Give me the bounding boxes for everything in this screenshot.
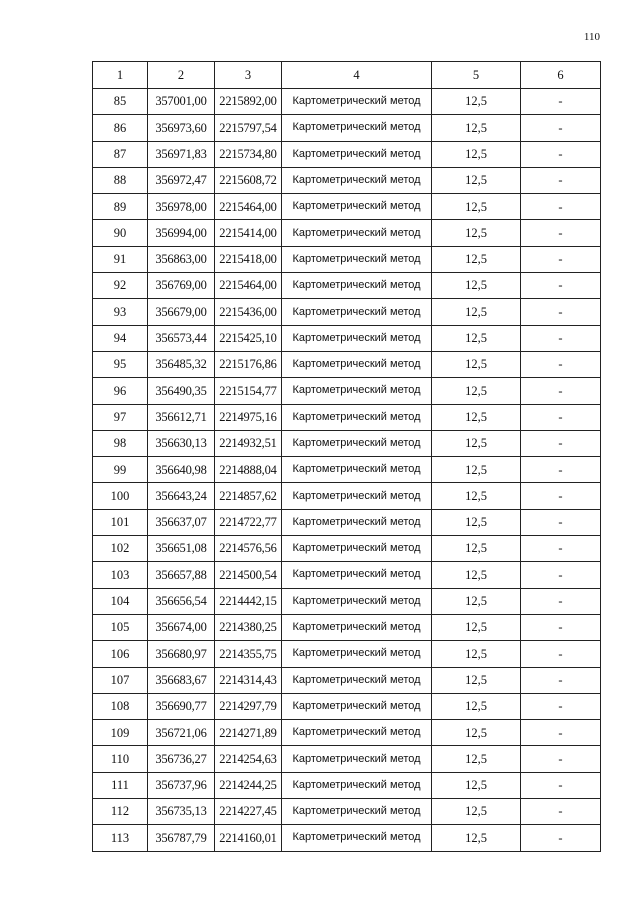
note-cell: - [521,141,601,167]
accuracy-cell: 12,5 [432,246,521,272]
accuracy-cell: 12,5 [432,299,521,325]
method-cell: Картометрический метод [282,115,432,141]
x-coordinate-cell: 356680,97 [148,641,215,667]
table-row [93,325,601,351]
point-number-cell: 105 [93,614,148,640]
note-cell: - [521,404,601,430]
table-row [93,141,601,167]
point-number-cell: 108 [93,693,148,719]
note-cell: - [521,799,601,825]
note-cell: - [521,825,601,851]
table-body [93,89,601,852]
y-coordinate-cell: 2215414,00 [215,220,282,246]
accuracy-cell: 12,5 [432,772,521,798]
method-cell: Картометрический метод [282,667,432,693]
point-number-cell: 85 [93,89,148,115]
note-cell: - [521,536,601,562]
y-coordinate-cell: 2214297,79 [215,693,282,719]
point-number-cell: 90 [93,220,148,246]
note-cell: - [521,667,601,693]
header-col-1: 1 [93,62,148,89]
y-coordinate-cell: 2214380,25 [215,614,282,640]
y-coordinate-cell: 2215464,00 [215,194,282,220]
table-row [93,457,601,483]
method-cell: Картометрический метод [282,720,432,746]
note-cell: - [521,562,601,588]
method-cell: Картометрический метод [282,351,432,377]
table-row [93,246,601,272]
x-coordinate-cell: 356490,35 [148,378,215,404]
x-coordinate-cell: 356721,06 [148,720,215,746]
note-cell: - [521,351,601,377]
accuracy-cell: 12,5 [432,825,521,851]
note-cell: - [521,378,601,404]
table-row [93,351,601,377]
x-coordinate-cell: 356643,24 [148,483,215,509]
note-cell: - [521,220,601,246]
method-cell: Картометрический метод [282,509,432,535]
x-coordinate-cell: 356683,67 [148,667,215,693]
accuracy-cell: 12,5 [432,351,521,377]
note-cell: - [521,246,601,272]
point-number-cell: 104 [93,588,148,614]
x-coordinate-cell: 356640,98 [148,457,215,483]
note-cell: - [521,746,601,772]
accuracy-cell: 12,5 [432,273,521,299]
note-cell: - [521,325,601,351]
point-number-cell: 93 [93,299,148,325]
point-number-cell: 109 [93,720,148,746]
note-cell: - [521,614,601,640]
accuracy-cell: 12,5 [432,141,521,167]
header-col-4: 4 [282,62,432,89]
table-row [93,404,601,430]
header-col-5: 5 [432,62,521,89]
method-cell: Картометрический метод [282,141,432,167]
x-coordinate-cell: 356656,54 [148,588,215,614]
y-coordinate-cell: 2214576,56 [215,536,282,562]
y-coordinate-cell: 2214254,63 [215,746,282,772]
x-coordinate-cell: 356863,00 [148,246,215,272]
accuracy-cell: 12,5 [432,799,521,825]
note-cell: - [521,430,601,456]
method-cell: Картометрический метод [282,273,432,299]
point-number-cell: 91 [93,246,148,272]
note-cell: - [521,588,601,614]
table-row [93,89,601,115]
table-row [93,509,601,535]
accuracy-cell: 12,5 [432,614,521,640]
x-coordinate-cell: 356769,00 [148,273,215,299]
x-coordinate-cell: 356485,32 [148,351,215,377]
x-coordinate-cell: 356971,83 [148,141,215,167]
point-number-cell: 88 [93,167,148,193]
accuracy-cell: 12,5 [432,457,521,483]
point-number-cell: 106 [93,641,148,667]
y-coordinate-cell: 2215734,80 [215,141,282,167]
x-coordinate-cell: 356630,13 [148,430,215,456]
method-cell: Картометрический метод [282,536,432,562]
table-row [93,825,601,851]
accuracy-cell: 12,5 [432,588,521,614]
x-coordinate-cell: 356657,88 [148,562,215,588]
point-number-cell: 103 [93,562,148,588]
note-cell: - [521,483,601,509]
table-row [93,641,601,667]
y-coordinate-cell: 2215464,00 [215,273,282,299]
note-cell: - [521,509,601,535]
point-number-cell: 92 [93,273,148,299]
x-coordinate-cell: 356735,13 [148,799,215,825]
page-number: 110 [583,31,600,43]
y-coordinate-cell: 2214857,62 [215,483,282,509]
method-cell: Картометрический метод [282,825,432,851]
accuracy-cell: 12,5 [432,483,521,509]
accuracy-cell: 12,5 [432,430,521,456]
table-row [93,799,601,825]
note-cell: - [521,457,601,483]
table-row [93,667,601,693]
method-cell: Картометрический метод [282,641,432,667]
header-col-2: 2 [148,62,215,89]
point-number-cell: 97 [93,404,148,430]
accuracy-cell: 12,5 [432,220,521,246]
note-cell: - [521,772,601,798]
header-col-3: 3 [215,62,282,89]
method-cell: Картометрический метод [282,562,432,588]
table-row [93,378,601,404]
method-cell: Картометрический метод [282,167,432,193]
table-row [93,614,601,640]
x-coordinate-cell: 356612,71 [148,404,215,430]
y-coordinate-cell: 2214227,45 [215,799,282,825]
point-number-cell: 96 [93,378,148,404]
note-cell: - [521,720,601,746]
table-row [93,483,601,509]
y-coordinate-cell: 2215436,00 [215,299,282,325]
header-col-6: 6 [521,62,601,89]
note-cell: - [521,194,601,220]
point-number-cell: 95 [93,351,148,377]
table-row [93,693,601,719]
method-cell: Картометрический метод [282,299,432,325]
method-cell: Картометрический метод [282,483,432,509]
note-cell: - [521,641,601,667]
x-coordinate-cell: 356994,00 [148,220,215,246]
table-row [93,299,601,325]
table-row [93,273,601,299]
y-coordinate-cell: 2215797,54 [215,115,282,141]
accuracy-cell: 12,5 [432,509,521,535]
y-coordinate-cell: 2214244,25 [215,772,282,798]
point-number-cell: 110 [93,746,148,772]
x-coordinate-cell: 356737,96 [148,772,215,798]
x-coordinate-cell: 356573,44 [148,325,215,351]
point-number-cell: 98 [93,430,148,456]
x-coordinate-cell: 356973,60 [148,115,215,141]
accuracy-cell: 12,5 [432,641,521,667]
x-coordinate-cell: 356674,00 [148,614,215,640]
table-row [93,430,601,456]
point-number-cell: 107 [93,667,148,693]
accuracy-cell: 12,5 [432,378,521,404]
point-number-cell: 113 [93,825,148,851]
accuracy-cell: 12,5 [432,325,521,351]
x-coordinate-cell: 356972,47 [148,167,215,193]
y-coordinate-cell: 2215425,10 [215,325,282,351]
table-row [93,772,601,798]
point-number-cell: 111 [93,772,148,798]
table-row [93,720,601,746]
table-row [93,220,601,246]
accuracy-cell: 12,5 [432,693,521,719]
method-cell: Картометрический метод [282,693,432,719]
point-number-cell: 102 [93,536,148,562]
table-header-row [93,62,601,89]
method-cell: Картометрический метод [282,457,432,483]
method-cell: Картометрический метод [282,194,432,220]
y-coordinate-cell: 2214314,43 [215,667,282,693]
table-row [93,194,601,220]
y-coordinate-cell: 2215418,00 [215,246,282,272]
point-number-cell: 86 [93,115,148,141]
accuracy-cell: 12,5 [432,167,521,193]
method-cell: Картометрический метод [282,614,432,640]
note-cell: - [521,167,601,193]
y-coordinate-cell: 2214722,77 [215,509,282,535]
y-coordinate-cell: 2214160,01 [215,825,282,851]
method-cell: Картометрический метод [282,772,432,798]
accuracy-cell: 12,5 [432,115,521,141]
point-number-cell: 101 [93,509,148,535]
table-row [93,562,601,588]
x-coordinate-cell: 356690,77 [148,693,215,719]
y-coordinate-cell: 2215892,00 [215,89,282,115]
method-cell: Картометрический метод [282,799,432,825]
coordinates-table [92,61,601,852]
y-coordinate-cell: 2214355,75 [215,641,282,667]
table-row [93,115,601,141]
y-coordinate-cell: 2214271,89 [215,720,282,746]
y-coordinate-cell: 2214932,51 [215,430,282,456]
x-coordinate-cell: 357001,00 [148,89,215,115]
table-row [93,746,601,772]
method-cell: Картометрический метод [282,430,432,456]
method-cell: Картометрический метод [282,588,432,614]
point-number-cell: 100 [93,483,148,509]
note-cell: - [521,115,601,141]
accuracy-cell: 12,5 [432,194,521,220]
x-coordinate-cell: 356679,00 [148,299,215,325]
method-cell: Картометрический метод [282,220,432,246]
y-coordinate-cell: 2214975,16 [215,404,282,430]
y-coordinate-cell: 2215154,77 [215,378,282,404]
point-number-cell: 94 [93,325,148,351]
accuracy-cell: 12,5 [432,89,521,115]
accuracy-cell: 12,5 [432,720,521,746]
accuracy-cell: 12,5 [432,536,521,562]
y-coordinate-cell: 2214888,04 [215,457,282,483]
table-row [93,536,601,562]
note-cell: - [521,693,601,719]
method-cell: Картометрический метод [282,404,432,430]
note-cell: - [521,273,601,299]
point-number-cell: 89 [93,194,148,220]
table-row [93,588,601,614]
x-coordinate-cell: 356978,00 [148,194,215,220]
y-coordinate-cell: 2215176,86 [215,351,282,377]
accuracy-cell: 12,5 [432,746,521,772]
accuracy-cell: 12,5 [432,404,521,430]
accuracy-cell: 12,5 [432,667,521,693]
x-coordinate-cell: 356651,08 [148,536,215,562]
x-coordinate-cell: 356736,27 [148,746,215,772]
y-coordinate-cell: 2215608,72 [215,167,282,193]
x-coordinate-cell: 356787,79 [148,825,215,851]
point-number-cell: 87 [93,141,148,167]
point-number-cell: 99 [93,457,148,483]
method-cell: Картометрический метод [282,746,432,772]
method-cell: Картометрический метод [282,325,432,351]
note-cell: - [521,299,601,325]
method-cell: Картометрический метод [282,89,432,115]
y-coordinate-cell: 2214500,54 [215,562,282,588]
method-cell: Картометрический метод [282,246,432,272]
method-cell: Картометрический метод [282,378,432,404]
x-coordinate-cell: 356637,07 [148,509,215,535]
note-cell: - [521,89,601,115]
accuracy-cell: 12,5 [432,562,521,588]
table-row [93,167,601,193]
y-coordinate-cell: 2214442,15 [215,588,282,614]
point-number-cell: 112 [93,799,148,825]
